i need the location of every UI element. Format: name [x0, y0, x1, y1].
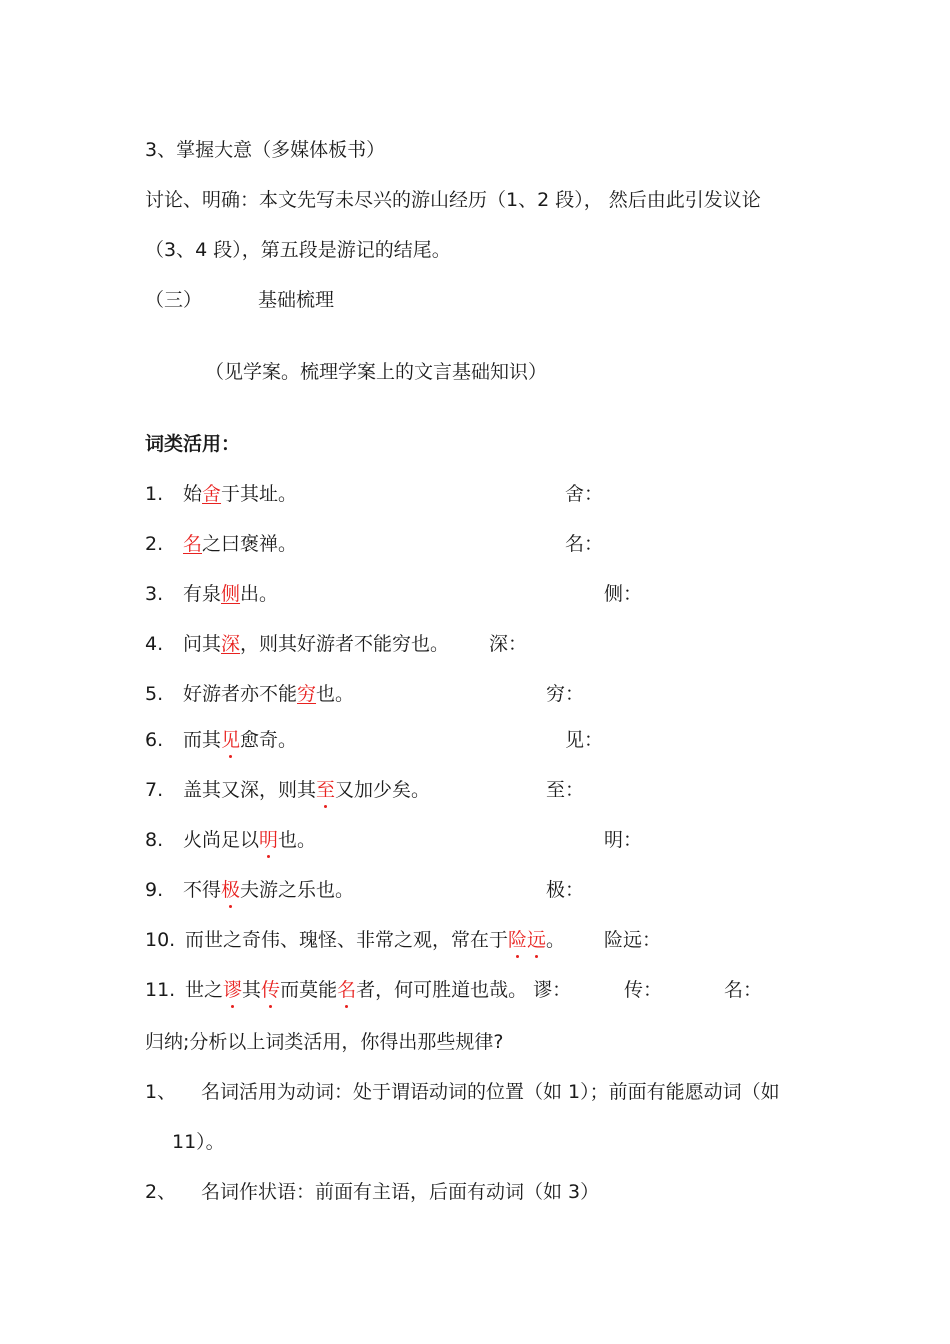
section-3-title: 3、掌握大意（多媒体板书） [145, 139, 386, 161]
highlighted-word: 传 [261, 979, 281, 1001]
item-label: 谬： [533, 979, 572, 1001]
discussion-line-2: （3、4 段），第五段是游记的结尾。 [145, 239, 451, 261]
item-sentence [183, 727, 297, 753]
item-number: 10. [145, 929, 176, 951]
item-number: 11. [145, 979, 176, 1001]
study-note: （见学案。梳理学案上的文言基础知识） [205, 361, 548, 383]
item-label: 至： [546, 779, 585, 801]
item-number: 8. [145, 829, 164, 851]
highlighted-word: 至 [316, 779, 336, 801]
highlighted-word: 名 [337, 979, 357, 1001]
sentence-text: 也。 [316, 683, 355, 705]
sentence-text: 愈奇。 [240, 729, 298, 751]
section-san-label: （三） [145, 289, 203, 311]
sentence-text: 不得 [183, 879, 222, 901]
sentence-text: 者，何可胜道也哉。 [356, 979, 528, 1001]
item-sentence [185, 927, 565, 953]
item-number: 2. [145, 533, 164, 555]
item-sentence [183, 631, 449, 657]
sentence-text: 而其 [183, 729, 222, 751]
item-label: 险远： [604, 929, 662, 951]
item-sentence [185, 977, 571, 1003]
item-sentence [183, 681, 354, 707]
item-number: 7. [145, 779, 164, 801]
sentence-text: ，则其好游者不能穷也。 [240, 633, 450, 655]
highlighted-char: 远 [527, 929, 547, 951]
item-label: 传： [624, 979, 663, 1001]
sentence-text: 火尚足以 [183, 829, 260, 851]
sentence-text: 出。 [240, 583, 279, 605]
highlighted-word: 谬 [223, 979, 243, 1001]
section-heading: 词类活用： [145, 433, 241, 455]
item-sentence [183, 877, 354, 903]
sentence-text: 其 [242, 979, 262, 1001]
rule-text-continued: 11）。 [172, 1131, 225, 1153]
rule-text: 名词活用为动词：处于谓语动词的位置（如 1）；前面有能愿动词（如 [201, 1081, 780, 1103]
item-sentence [183, 777, 430, 803]
item-sentence [183, 481, 297, 507]
item-number: 3. [145, 583, 164, 605]
item-number: 4. [145, 633, 164, 655]
sentence-text: 而世之奇伟、瑰怪、非常之观，常在于 [185, 929, 509, 951]
highlighted-char: 险 [508, 929, 528, 951]
sentence-text: 。 [546, 929, 566, 951]
item-sentence [183, 581, 278, 607]
rule-text: 名词作状语：前面有主语，后面有动词（如 3） [201, 1181, 600, 1203]
section-san-title: 基础梳理 [258, 289, 335, 311]
item-number: 1. [145, 483, 164, 505]
rule-number: 2、 [145, 1181, 177, 1203]
sentence-text: 而莫能 [280, 979, 338, 1001]
item-number: 9. [145, 879, 164, 901]
sentence-text: 问其 [183, 633, 222, 655]
item-label: 侧： [604, 583, 643, 605]
summary-question: 归纳;分析以上词类活用，你得出那些规律? [145, 1031, 504, 1053]
sentence-text: 之曰褒禅。 [202, 533, 298, 555]
item-label: 穷： [546, 683, 585, 705]
sentence-text: 有泉 [183, 583, 222, 605]
highlighted-word: 深 [221, 633, 241, 655]
item-sentence [183, 827, 316, 853]
highlighted-word: 见 [221, 729, 241, 751]
sentence-text: 于其址。 [221, 483, 298, 505]
item-label: 名： [724, 979, 763, 1001]
sentence-text: 好游者亦不能 [183, 683, 298, 705]
sentence-text: 世之 [185, 979, 224, 1001]
discussion-line-1: 讨论、明确：本文先写未尽兴的游山经历（1、2 段）， 然后由此引发议论 [145, 189, 761, 211]
item-label: 深： [489, 633, 528, 655]
highlighted-word: 名 [183, 533, 203, 555]
highlighted-word [508, 929, 546, 951]
item-label: 明： [604, 829, 643, 851]
highlighted-word: 极 [221, 879, 241, 901]
sentence-text: 始 [183, 483, 203, 505]
item-label: 舍： [565, 483, 604, 505]
item-label: 名： [565, 533, 604, 555]
item-label: 极： [546, 879, 585, 901]
item-sentence [183, 531, 297, 557]
highlighted-word: 穷 [297, 683, 317, 705]
sentence-text: 盖其又深，则其 [183, 779, 317, 801]
sentence-text: 又加少矣。 [335, 779, 431, 801]
rule-number: 1、 [145, 1081, 177, 1103]
sentence-text: 夫游之乐也。 [240, 879, 355, 901]
item-label: 见： [565, 729, 604, 751]
highlighted-word: 侧 [221, 583, 241, 605]
item-number: 5. [145, 683, 164, 705]
highlighted-word: 舍 [202, 483, 222, 505]
highlighted-word: 明 [259, 829, 279, 851]
item-number: 6. [145, 729, 164, 751]
sentence-text: 也。 [278, 829, 317, 851]
